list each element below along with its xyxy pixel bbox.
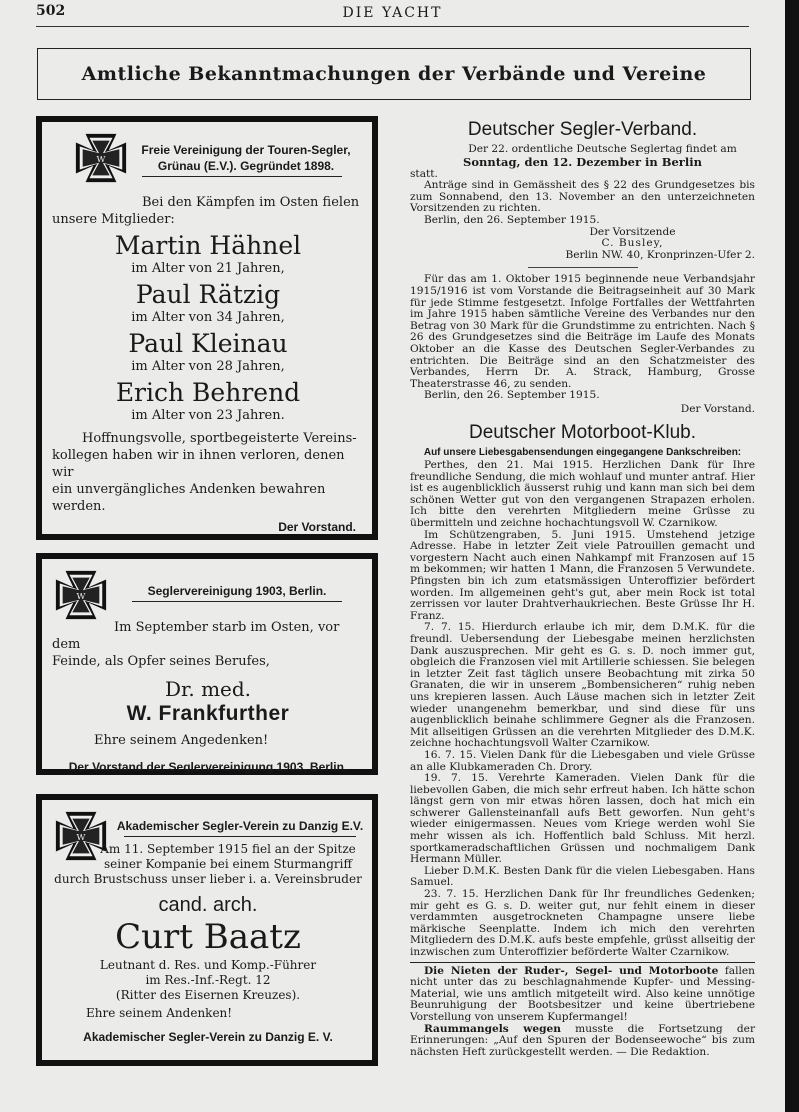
svg-text:W: W xyxy=(76,832,86,843)
dmk-letter: Lieber D.M.K. Besten Dank für die vielen Liebesgaben. Hans Samuel. xyxy=(410,864,755,889)
notice-space-text: musste die Fortsetzung der Erinnerungen: „Auf den Spuren der Bodenseewoche“ bis zum nächsten Heft zurückgestellt werden. — Die Redaktion. xyxy=(410,1022,756,1058)
box1-header-line1: Freie Vereinigung der Touren-Segler, xyxy=(141,143,351,157)
dsv-sig3: Berlin NW. 40, Kronprinzen-Ufer 2. xyxy=(565,248,755,261)
notice-rivets-text: fallen nicht unter das zu beschlagnahmende Kupfer- und Messing-Material, wie uns amtlich mitgeteilt wird. Also keine unnötige Beunruhigung der Bootsbesitzer und keine übertriebene Vorstellung von unserem Kupfermangel! xyxy=(410,964,755,1023)
box3-rank2: im Res.-Inf.-Regt. 12 xyxy=(145,973,271,987)
box1-closing2: kollegen haben wir in ihnen verloren, denen wir xyxy=(52,448,345,480)
dsv-para2: Anträge sind in Gemässheit des § 22 des Grundgesetzes bis zum Sonnabend, den 13. November an den unterzeichneten Vorsitzenden zu richten. xyxy=(410,179,755,215)
dsv-line1: Der 22. ordentliche Deutsche Seglertag findet am xyxy=(468,143,737,155)
box3-memory: Ehre seinem Andenken! xyxy=(86,1006,233,1020)
dsv-sig2: C. Busley, xyxy=(601,237,664,250)
dsv-sig1: Der Vorsitzende xyxy=(589,225,676,238)
obituary-box-danzig xyxy=(36,794,378,1066)
box2-text2: Feinde, als Opfer seines Berufes, xyxy=(52,654,270,669)
box3-text3: durch Brustschuss unser lieber i. a. Vereinsbruder xyxy=(54,872,362,886)
member-name: Erich Behrend xyxy=(115,378,301,407)
header-rule xyxy=(36,26,749,27)
dsv-para3: Für das am 1. Oktober 1915 beginnende neue Verbandsjahr 1915/1916 ist vom Vorstande die Beitragseinheit auf 30 Mark für jede Stimme festgesetzt. Infolge Fortfalles der Wettfahrten im Jahre 1915 haben sämtliche Vereine des Verbandes nur den Betrag von 30 Mark für die Grundstimme zu entrichten. Nach § 26 des Grundgesetzes sind die Beiträge im Laufe des Monats Oktober an die Kasse des Deutschen Segler-Verbandes zu entrichten. Die Beiträge sind an den Schatzmeister des Verbandes, Herrn Dr. A. Strack, Hamburg, Grosse Theaterstrasse 46, zu senden. xyxy=(410,273,755,390)
dmk-subheading: Auf unsere Liebesgabensendungen eingegangene Dankschreiben: xyxy=(423,447,742,459)
section-banner: Amtliche Bekanntmachungen der Verbände und Vereine xyxy=(37,48,751,100)
dsv-date1: Berlin, den 26. September 1915. xyxy=(424,213,600,226)
member-age: im Alter von 34 Jahren, xyxy=(131,310,285,325)
notice-rule xyxy=(410,962,755,963)
dsv-sig4: Der Vorstand. xyxy=(680,402,755,415)
box2-header: Seglervereinigung 1903, Berlin. xyxy=(147,584,327,598)
box2-memory: Ehre seinem Angedenken! xyxy=(94,733,269,748)
box1-header-rule xyxy=(142,176,342,177)
box3-rank3: (Ritter des Eisernen Kreuzes). xyxy=(115,988,301,1002)
notice-space-lead: Raummangels wegen xyxy=(424,1022,561,1035)
obituary-box-touren-segler xyxy=(36,116,378,540)
member-age: im Alter von 23 Jahren. xyxy=(131,408,285,423)
dmk-heading: Deutscher Motorboot-Klub. xyxy=(468,422,697,444)
dsv-line3: statt. xyxy=(410,167,438,180)
box2-name: W. Frankfurther xyxy=(126,702,290,725)
box3-name: Curt Baatz xyxy=(115,917,301,957)
dmk-letter: Perthes, den 21. Mai 1915. Herzlichen Dank für Ihre freundliche Sendung, die mich wohlauf und munter antraf. Hier ist es augenblicklich äusserst ruhig und kann man sich bei dem schönen Wetter gut von den vergangenen Strapazen erholen. Ich bitte den verehrten Mitgliedern meine Grüsse zu übermitteln und zeichne hochachtungsvoll W. Czarnikow. xyxy=(410,459,755,530)
dmk-letter: Im Schützengraben, 5. Juni 1915. Umstehend jetzige Adresse. Habe in letzter Zeit viele Patrouillen gemacht und vorgestern Nacht auch einen Nahkampf mit Franzosen auf 15 m bekommen; wir hatten 1 Mann, die Franzosen 5 Verwundete. Pfingsten bin ich zum etatsmässigen Unteroffizier befördert worden. Im allgemeinen geht's gut, aber mein Rock ist total zerrissen vor lauter Drahtverhaukriechen. Beste Grüsse Ihr H. Franz. xyxy=(410,528,755,622)
member-age: im Alter von 28 Jahren, xyxy=(131,359,285,374)
divider xyxy=(528,267,638,268)
running-head: DIE YACHT xyxy=(342,5,443,21)
iron-cross-icon xyxy=(52,567,110,623)
box1-signature: Der Vorstand. xyxy=(278,520,356,534)
box3-header-rule xyxy=(124,836,356,837)
box2-title: Dr. med. xyxy=(164,677,252,701)
dmk-letter: 23. 7. 15. Herzlichen Dank für Ihr freundliches Gedenken; mir geht es G. s. D. weiter gut, nur fehlt einem in dieser verdammten ausgetrockneten Champagne unsere liebe märkische Seenplatte. Indem ich mich den verehrten Mitgliedern des D.M.K. aufs beste empfehle, grüsst allseitig der inzwischen zum Unteroffizier beförderte Walter Czarnikow. xyxy=(410,888,755,958)
member-name: Paul Rätzig xyxy=(135,280,281,309)
svg-text:W: W xyxy=(76,591,86,602)
notice-space xyxy=(410,1024,755,1059)
box3-rank1: Leutnant d. Res. und Komp.-Führer xyxy=(99,958,317,972)
member-name: Paul Kleinau xyxy=(128,329,288,358)
box1-closing3: ein unvergängliches Andenken bewahren werden. xyxy=(52,482,326,514)
box3-text1: Am 11. September 1915 fiel an der Spitze xyxy=(100,842,356,856)
iron-cross-icon xyxy=(72,130,130,186)
scan-edge xyxy=(785,0,799,1112)
dsv-line2: Sonntag, den 12. Dezember in Berlin xyxy=(463,154,702,169)
box1-intro2: unsere Mitglieder: xyxy=(52,212,175,227)
box1-intro1: Bei den Kämpfen im Osten fielen xyxy=(142,195,360,210)
box3-title: cand. arch. xyxy=(158,894,258,916)
dsv-date2: Berlin, den 26. September 1915. xyxy=(424,389,600,402)
box1-header-line2: Grünau (E.V.). Gegründet 1898. xyxy=(157,159,335,173)
notice-rivets xyxy=(410,966,755,1024)
box3-header: Akademischer Segler-Verein zu Danzig E.V. xyxy=(116,819,364,833)
box3-text2: seiner Kompanie bei einem Sturmangriff xyxy=(104,857,352,871)
box3-signature: Akademischer Segler-Verein zu Danzig E. V. xyxy=(83,1030,333,1044)
box1-closing1: Hoffnungsvolle, sportbegeisterte Vereins- xyxy=(82,431,357,446)
right-column xyxy=(410,118,755,1058)
member-age: im Alter von 21 Jahren, xyxy=(131,261,285,276)
box2-signature: Der Vorstand der Seglervereinigung 1903, Berlin. xyxy=(68,760,348,774)
dmk-letter: 19. 7. 15. Verehrte Kameraden. Vielen Dank für die liebevollen Gaben, die mich sehr erfreut haben. Ich hätte schon längst gern von mir etwas hören lassen, doch hat mich ein schwerer Gallensteinanfall aufs Bett geworfen. Nun geht's wieder einigermassen. Neues vom Kriege werden wohl Sie mehr wissen als ich. Hoffentlich bald Schluss. Mit herzl. sportkameradschaftlichen Grüssen und nochmaligem Dank Hermann Müller. xyxy=(410,772,755,866)
dmk-letter: 7. 7. 15. Hierdurch erlaube ich mir, dem D.M.K. für die freundl. Uebersendung der Liebesgabe meinen herzlichsten Dank auszusprechen. Mir geht es G. s. D. noch immer gut, obgleich die Franzosen viel mit Artillerie schiessen. Sie belegen in letzter Zeit fast täglich unsere Beobachtung mit zirka 50 Granaten, die wir in unserem „Bombensicheren“ ruhig neben uns krepieren lassen. Auch Läuse machen sich in letzter Zeit wieder unangenehm bemerkbar, und sind diese für uns augenblicklich beinahe schlimmere Gegner als die Franzosen. Mit allseitigen Grüssen an die verehrten Mitglieder des D.M.K. zeichne hochachtungsvoll Walter Czarnikow. xyxy=(410,621,755,750)
svg-text:W: W xyxy=(96,154,106,165)
member-name: Martin Hähnel xyxy=(114,231,302,260)
dsv-heading: Deutscher Segler-Verband. xyxy=(467,119,698,140)
notice-rivets-lead: Die Nieten der Ruder-, Segel- und Motorboote xyxy=(424,964,719,977)
dmk-letter: 16. 7. 15. Vielen Dank für die Liebesgaben und viele Grüsse an alle Klubkameraden Ch. Drory. xyxy=(410,748,755,773)
box2-header-rule xyxy=(132,601,342,602)
page-number: 502 xyxy=(36,3,66,19)
obituary-box-seglervereinigung xyxy=(36,553,378,775)
box2-text1: Im September starb im Osten, vor dem xyxy=(52,620,340,652)
